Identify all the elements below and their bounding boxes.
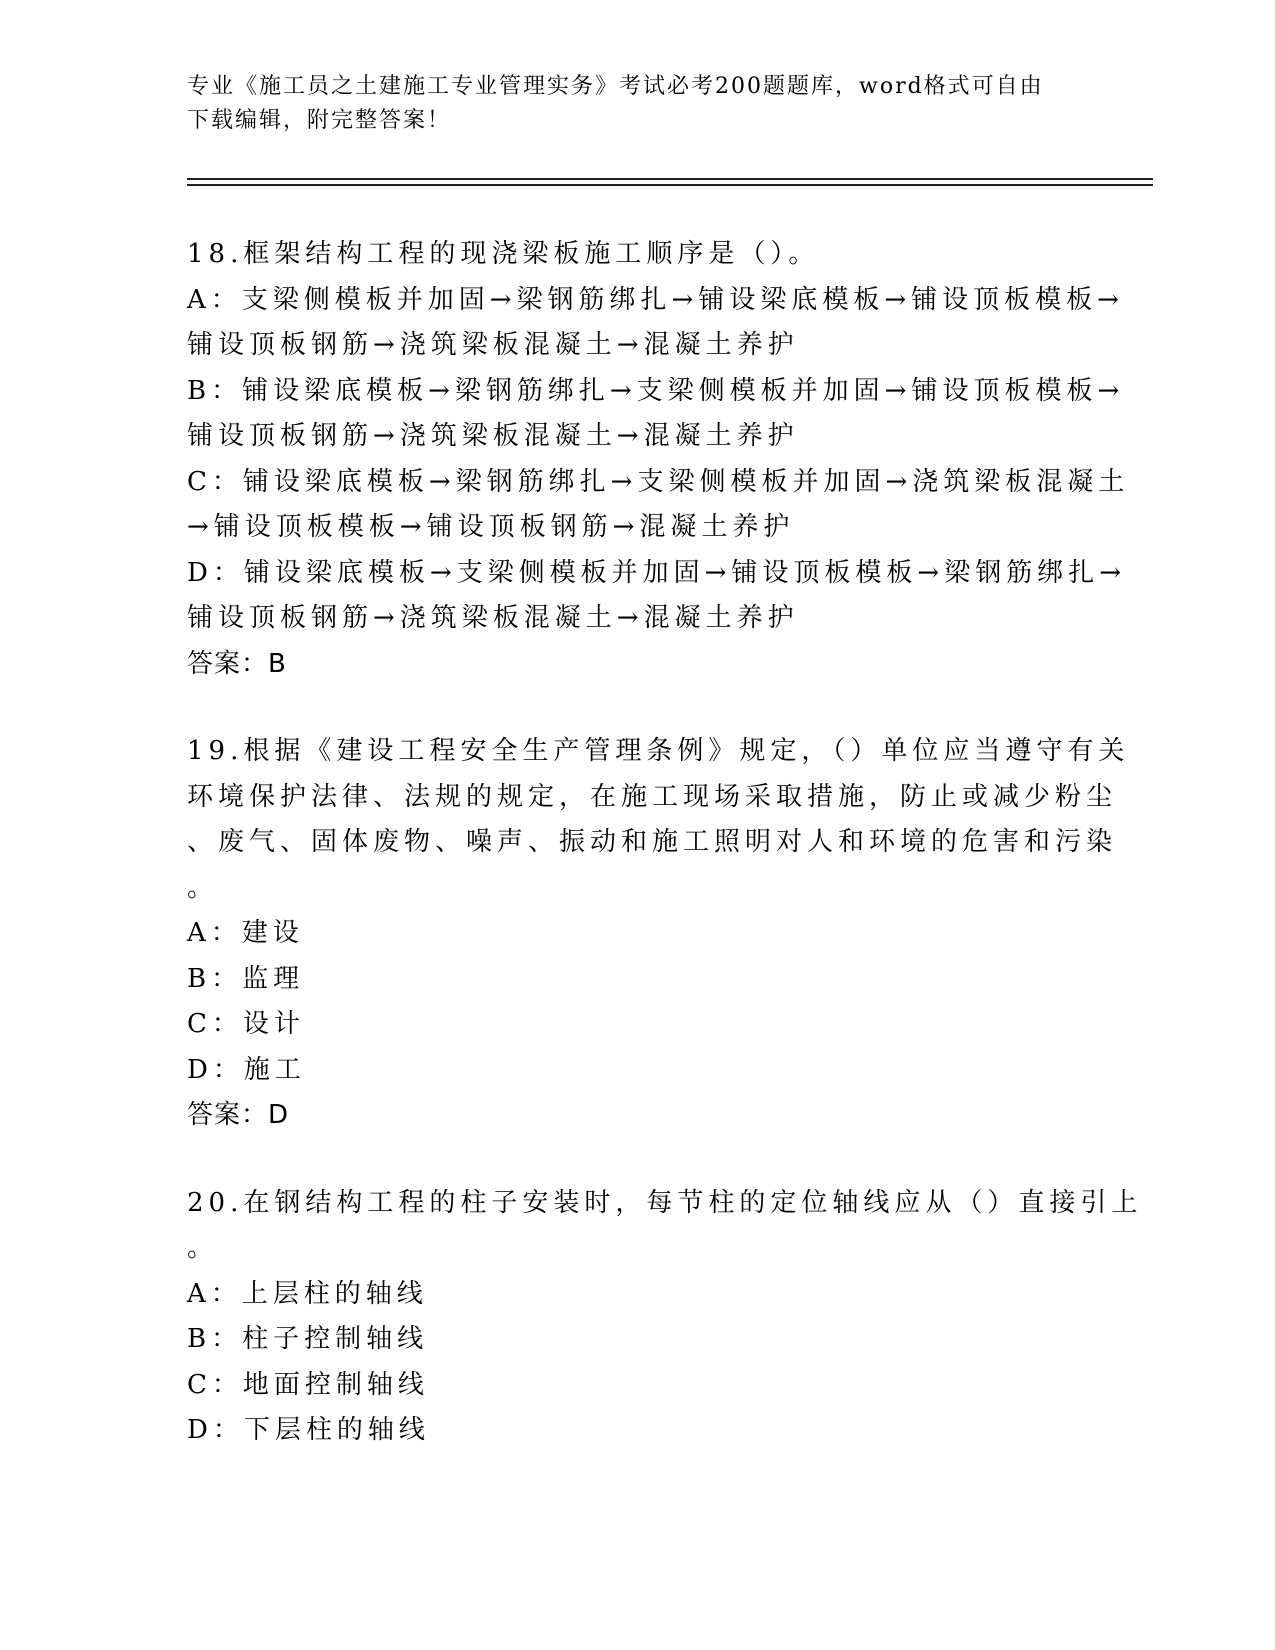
question-19: [187, 729, 1130, 1139]
option-b: B：铺设梁底模板→梁钢筋绑扎→支梁侧模板并加固→铺设顶板模板→: [187, 375, 1125, 406]
question-20: [187, 1181, 1143, 1454]
header-line-2: 下载编辑，附完整答案！: [187, 108, 452, 133]
answer: 答案：B: [187, 648, 287, 679]
option-b-cont: 铺设顶板钢筋→浇筑梁板混凝土→混凝土养护: [187, 421, 799, 451]
question-text: 20.在钢结构工程的柱子安装时，每节柱的定位轴线应从（）直接引上: [187, 1187, 1143, 1218]
option-a: A：上层柱的轴线: [187, 1278, 428, 1309]
option-c: C：地面控制轴线: [187, 1369, 429, 1400]
question-18: [187, 232, 1130, 687]
option-d: D：施工: [187, 1054, 306, 1085]
option-d: D：下层柱的轴线: [187, 1415, 430, 1445]
question-text-end: 。: [187, 872, 219, 903]
question-list: [187, 232, 1143, 1496]
question-text: 19.根据《建设工程安全生产管理条例》规定，（）单位应当遵守有关: [187, 736, 1130, 766]
option-d: D：铺设梁底模板→支梁侧模板并加固→铺设顶板模板→梁钢筋绑扎→: [187, 557, 1126, 588]
option-c: C：设计: [187, 1009, 305, 1039]
question-text-end: 。: [187, 1233, 219, 1263]
header-line-1: 专业《施工员之土建施工专业管理实务》考试必考200题题库，word格式可自由: [187, 74, 1044, 99]
option-b: B：监理: [187, 963, 305, 994]
option-a: A：支梁侧模板并加固→梁钢筋绑扎→铺设梁底模板→铺设顶板模板→: [187, 284, 1124, 315]
question-text: 18.框架结构工程的现浇梁板施工顺序是（）。: [187, 239, 820, 269]
document-header: [187, 70, 1087, 138]
question-text-cont: 、废气、固体废物、噪声、振动和施工照明对人和环境的危害和污染: [187, 827, 1118, 857]
answer: 答案：D: [187, 1100, 290, 1130]
option-c: C：铺设梁底模板→梁钢筋绑扎→支梁侧模板并加固→浇筑梁板混凝土: [187, 466, 1130, 497]
header-divider-top: [187, 178, 1153, 180]
header-divider-bottom: [187, 184, 1153, 186]
option-a: A：建设: [187, 918, 304, 948]
option-b: B：柱子控制轴线: [187, 1324, 429, 1354]
option-c-cont: →铺设顶板模板→铺设顶板钢筋→混凝土养护: [187, 512, 795, 542]
option-a-cont: 铺设顶板钢筋→浇筑梁板混凝土→混凝土养护: [187, 330, 799, 360]
option-d-cont: 铺设顶板钢筋→浇筑梁板混凝土→混凝土养护: [187, 603, 799, 633]
question-text-cont: 环境保护法律、法规的规定，在施工现场采取措施，防止或减少粉尘: [187, 781, 1118, 812]
